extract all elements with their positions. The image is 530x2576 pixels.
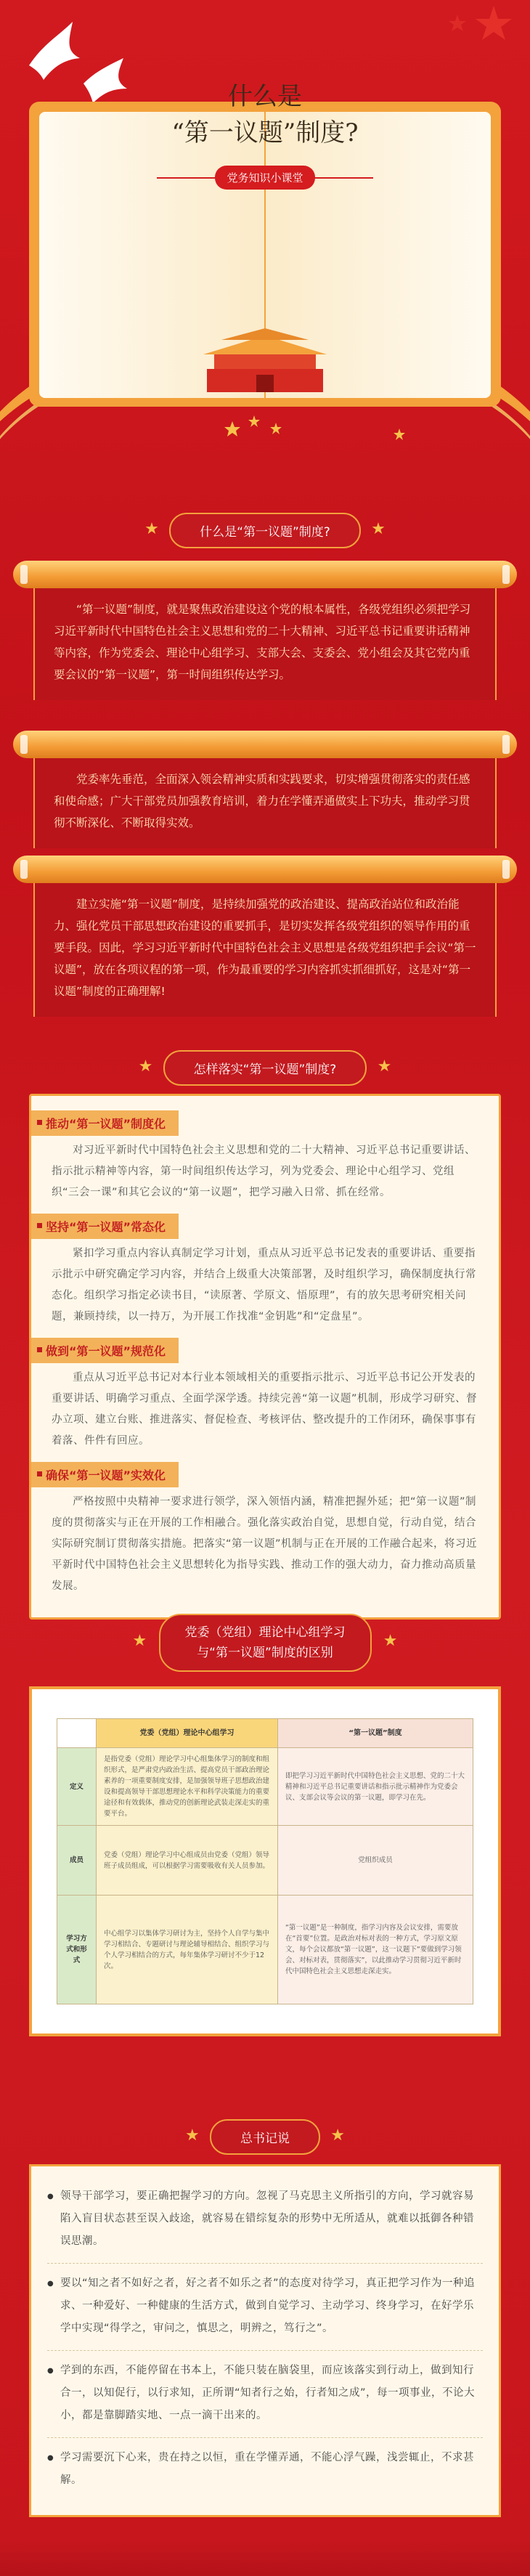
list-item: ● 要以“知之者不如好之者，好之者不如乐之者”的态度对待学习，真正把学习作为一种追求、一种爱好、一种健康的生活方式，做到自觉学习、主动学习、终身学习，在好学乐学中实现“得学之，审问之，慎思之，明辨之，笃行之”。	[47, 2264, 483, 2351]
table-header: 党委（党组）理论中心组学习	[97, 1719, 278, 1748]
star-icon: ★	[138, 1057, 153, 1076]
scroll-paragraph-1	[13, 561, 517, 700]
table-cell: 即把学习习近平新时代中国特色社会主义思想、党的二十大精神和习近平总书记重要讲话和指示批示精神作为党委会议、支部会议等会议的第一议题，即学习在先。	[278, 1748, 473, 1826]
howto-item-text: 重点从习近平总书记对本行业本领域相关的重要指示批示、习近平总书记公开发表的重要讲话、明确学习重点、全面学深学透。持续完善“第一议题”机制，形成学习研究、督办立项、建立台账、推进落实、督促检查、考核评估、整改提升的工作闭环，确保事事有着落、件件有回应。	[52, 1372, 478, 1447]
section-header-what: ★ 什么是“第一议题”制度? ★	[0, 513, 530, 548]
star-icon: ★	[377, 1057, 392, 1076]
category-tag: 党务知识小课堂	[215, 166, 314, 190]
table-row-label: 成员	[57, 1826, 97, 1896]
decorative-stars	[0, 407, 530, 450]
page-title: 什么是 “第一议题”制度?	[171, 82, 359, 147]
list-item: ● 学习需要沉下心来，贵在持之以恒，重在学懂弄通，不能心浮气躁，浅尝辄止，不求甚解。	[47, 2438, 483, 2502]
howto-item-label: 确保“第一议题”实效化	[31, 1462, 179, 1487]
table-cell: 中心组学习以集体学习研讨为主，坚持个人自学与集中学习相结合、专题研讨与理论辅导相结合、组织学习与个人学习相结合的方式，每年集体学习研讨不少于12次。	[97, 1896, 278, 2004]
table-row-label: 学习方式和形式	[57, 1896, 97, 2004]
section-header-compare: ★ 党委（党组）理论中心组学习 与“第一议题”制度的区别 ★	[0, 1614, 530, 1672]
howto-item	[31, 1214, 499, 1333]
table-row	[57, 1748, 473, 1826]
howto-item-text: 对习近平新时代中国特色社会主义思想和党的二十大精神、习近平总书记重要讲话、指示批示精神等内容，第一时间组织传达学习，列为党委会、理论中心组学习、党组织“三会一课”和其它会议的“第一议题”，把学习融入日常、抓在经常。	[52, 1145, 476, 1198]
table-cell: “第一议题”是一种制度，指学习内容及会议安排，需要放在“首要”位置。是政治对标对表的一种方式，学习原文原文，每个会议都放“第一议题”，这一议题下“要做到学习领会、对标对表，贯彻落实”，以此推动学习贯彻习近平新时代中国特色社会主义思想走深走实。	[278, 1896, 473, 2004]
list-item: ● 学到的东西，不能停留在书本上，不能只装在脑袋里，而应该落实到行动上，做到知行合一，以知促行，以行求知，正所谓“知者行之始，行者知之成”，每一项事业，不论大小，都是靠脚踏实地、一点一滴干出来的。	[47, 2351, 483, 2438]
howto-item-text: 紧扣学习重点内容认真制定学习计划，重点从习近平总书记发表的重要讲话、重要指示批示中研究确定学习内容，并结合上级重大决策部署，及时组织学习，确保制度执行常态化。组织学习指定必读书目，“读原著、学原文、悟原理”，有的放矢思考研究相关问题，兼顾持续，以一持万，为开展工作找准“金钥匙”和“定盘星”。	[52, 1248, 476, 1322]
scroll-paragraph-2	[13, 731, 517, 848]
compare-table-card	[29, 1686, 501, 2036]
table-cell: 党组织成员	[278, 1826, 473, 1896]
howto-item-label: 做到“第一议题”规范化	[31, 1338, 179, 1363]
howto-item-label: 推动“第一议题”制度化	[31, 1110, 179, 1136]
star-icon: ★	[185, 2126, 200, 2145]
howto-item	[31, 1110, 499, 1209]
paragraph-text: 党委率先垂范，全面深入领会精神实质和实践要求，切实增强贯彻落实的责任感和使命感；广大干部党员加强教育培训，着力在学懂弄通做实上下功夫，推动学习贯彻不断深化、不断取得实效。	[33, 752, 497, 848]
howto-item-label: 坚持“第一议题”常态化	[31, 1214, 179, 1239]
table-row	[57, 1896, 473, 2004]
howto-item	[31, 1462, 499, 1603]
howto-item-text: 严格按照中央精神一要求进行领学，深入领悟内涵，精准把握外延；把“第一议题”制度的贯彻落实与正在开展的工作相融合。强化落实政治自觉，思想自觉，行动自觉，结合实际研究制订贯彻落实措施。把落实“第一议题”机制与正在开展的工作融合起来，将习近平新时代中国特色社会主义思想转化为指导实践、推动工作的强大动力，奋力推动高质量发展。	[52, 1496, 478, 1592]
table-header: “第一议题”制度	[278, 1719, 473, 1748]
scroll-paragraph-3	[13, 856, 517, 1017]
section-header-howto: ★ 怎样落实“第一议题”制度? ★	[0, 1050, 530, 1086]
flag-stars-icon	[407, 0, 523, 65]
scroll-bar	[13, 856, 517, 883]
table-row	[57, 1826, 473, 1896]
table-cell: 党委（党组）理论学习中心组成员由党委（党组）领导班子成员组成，可以根据学习需要吸收有关人员参加。	[97, 1826, 278, 1896]
scroll-bar	[13, 731, 517, 758]
star-icon: ★	[132, 1632, 147, 1650]
footer-band	[0, 2540, 530, 2576]
star-icon: ★	[383, 1632, 398, 1650]
table-header	[57, 1719, 97, 1748]
section-header-summary: ★ 总书记说 ★	[0, 2119, 530, 2155]
paragraph-text: “第一议题”制度，就是聚焦政治建设这个党的根本属性，各级党组织必须把学习习近平新时代中国特色社会主义思想和党的二十大精神、习近平总书记重要讲话精神等内容，作为党委会、理论中心组学习、支部大会、支委会、党小组会及其它党内重要会议的“第一议题”，第一时间组织传达学习。	[33, 582, 497, 700]
star-icon: ★	[330, 2126, 345, 2145]
hero	[0, 0, 530, 465]
howto-card	[29, 1094, 501, 1620]
scroll-bar	[13, 561, 517, 588]
howto-item	[31, 1338, 499, 1458]
compare-table	[57, 1718, 473, 2004]
table-cell: 是指党委（党组）理论学习中心组集体学习的制度和组织形式，是严肃党内政治生活、提高党员干部政治理论素养的一项重要制度安排，是加强领导班子思想政治建设和提高领导干部思想理论水平和科学决策能力的重要途径和有效载体，推动党的创新理论武装走深走实的重要平台。	[97, 1748, 278, 1826]
table-row-label: 定义	[57, 1748, 97, 1826]
list-item: ● 领导干部学习，要正确把握学习的方向。忽视了马克思主义所指引的方向，学习就容易陷入盲目状态甚至误入歧途，就容易在错综复杂的形势中无所适从，就难以抵御各种错误思潮。	[47, 2177, 483, 2264]
star-icon: ★	[144, 520, 159, 538]
star-icon: ★	[371, 520, 386, 538]
tiananmen-illustration	[192, 327, 338, 392]
summary-card	[29, 2164, 501, 2517]
paragraph-text: 建立实施“第一议题”制度，是持续加强党的政治建设、提高政治站位和政治能力、强化党员干部思想政治建设的重要抓手，是切实发挥各级党组织的领导作用的重要手段。因此，学习习近平新时代中国特色社会主义思想是各级党组织把手会议“第一议题”，放在各项议程的第一项，作为最重要的学习内容抓实抓细抓好，这是对“第一议题”制度的正确理解!	[33, 877, 497, 1017]
